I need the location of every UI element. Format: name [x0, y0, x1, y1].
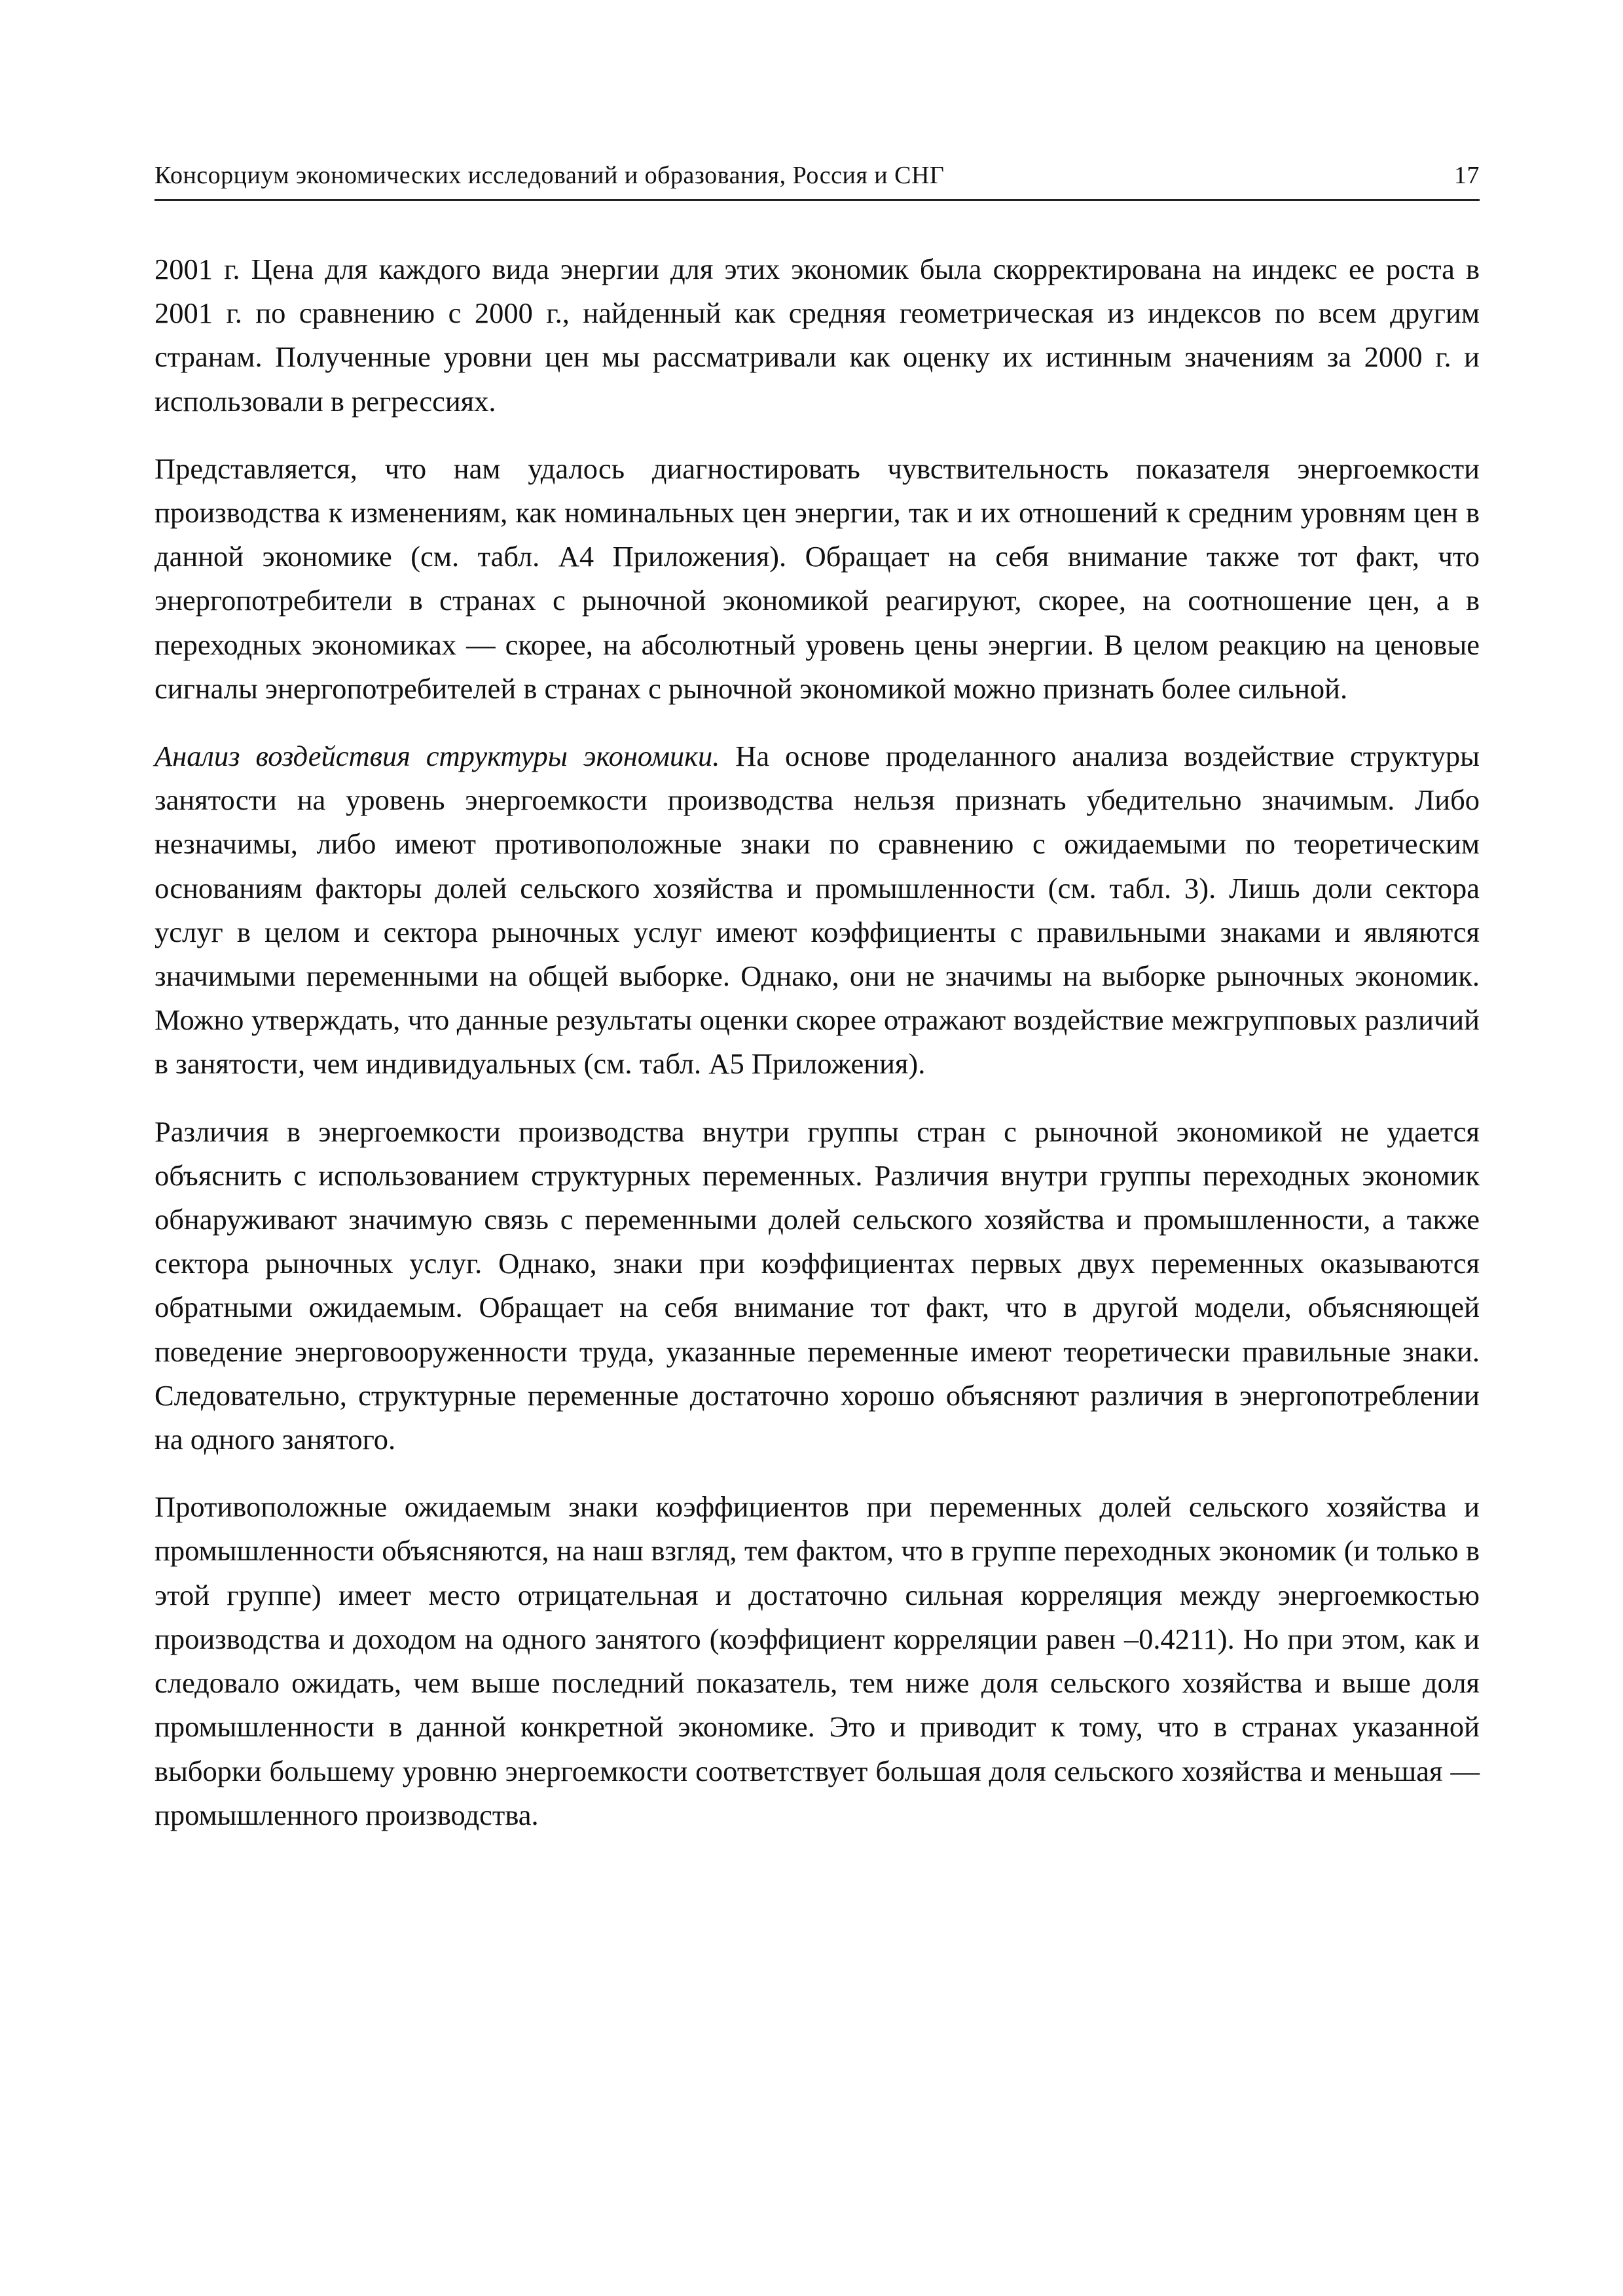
paragraph-group-differences — [155, 1110, 1480, 1462]
running-header — [155, 152, 1480, 201]
paragraph-text: Представляется, что нам удалось диагностировать чувствительность показателя энергоемкости производства к изменениям, как номинальных цен энергии, так и их отношений к средним уровням цен в данной экономике (см. табл. А4 Приложения). Обращает на себя внимание также тот факт, что энергопотребители в странах с рыночной экономикой реагируют, скорее, на соотношение цен, а в переходных экономиках — скорее, на абсолютный уровень цены энергии. В целом реакцию на ценовые сигналы энергопотребителей в странах с рыночной экономикой можно признать более сильной. — [155, 452, 1480, 705]
paragraph-text: Противоположные ожидаемым знаки коэффициентов при переменных долей сельского хозяйства и промышленности объясняются, на наш взгляд, тем фактом, что в группе переходных экономик (и только в этой группе) имеет место отрицательная и достаточно сильная корреляция между энергоемкостью производства и доходом на одного занятого (коэффициент корреляции равен –0.4211). Но при этом, как и следовало ожидать, чем выше последний показатель, тем ниже доля сельского хозяйства и выше доля промышленности в данной конкретной экономике. Это и приводит к тому, что в странах указанной выборки большему уровню энергоемкости соответствует большая доля сельского хозяйства и меньшая — промышленного производства. — [155, 1490, 1480, 1831]
paragraph-text: Различия в энергоемкости производства внутри группы стран с рыночной экономикой не удается объяснить с использованием структурных переменных. Различия внутри группы переходных экономик обнаруживают значимую связь с переменными долей сельского хозяйства и промышленности, а также сектора рыночных услуг. Однако, знаки при коэффициентах первых двух переменных оказываются обратными ожидаемым. Обращает на себя внимание тот факт, что в другой модели, объясняющей поведение энерговооруженности труда, указанные переменные имеют теоретически правильные знаки. Следовательно, структурные переменные достаточно хорошо объясняют различия в энергопотреблении на одного занятого. — [155, 1115, 1480, 1456]
paragraph-text: На основе проделанного анализа воздействие структуры занятости на уровень энергоемкости производства нельзя признать убедительно значимым. Либо незначимы, либо имеют противоположные знаки по сравнению с ожидаемыми по теоретическим основаниям факторы долей сельского хозяйства и промышленности (см. табл. 3). Лишь доли сектора услуг в целом и сектора рыночных услуг имеют коэффициенты с правильными знаками и являются значимыми переменными на общей выборке. Однако, они не значимы на выборке рыночных экономик. Можно утверждать, что данные результаты оценки скорее отражают воздействие межгрупповых различий в занятости, чем индивидуальных (см. табл. А5 Приложения). — [155, 740, 1480, 1081]
paragraph-opposite-signs — [155, 1485, 1480, 1837]
paragraph-price-adjustment — [155, 247, 1480, 423]
body-text — [155, 247, 1480, 1861]
page-number: 17 — [1454, 162, 1480, 189]
header-title: Консорциум экономических исследований и образования, Россия и СНГ — [155, 162, 945, 189]
paragraph-text: 2001 г. Цена для каждого вида энергии для этих экономик была скорректирована на индекс ее роста в 2001 г. по сравнению с 2000 г., найденный как средняя геометрическая из индексов по всем другим странам. Полученные уровни цен мы рассматривали как оценку их истинным значениям за 2000 г. и использовали в регрессиях. — [155, 253, 1480, 418]
paragraph-price-sensitivity — [155, 447, 1480, 711]
paragraph-structure-analysis — [155, 734, 1480, 1086]
paragraph-lead-in: Анализ воздействия структуры экономики. — [155, 740, 720, 773]
